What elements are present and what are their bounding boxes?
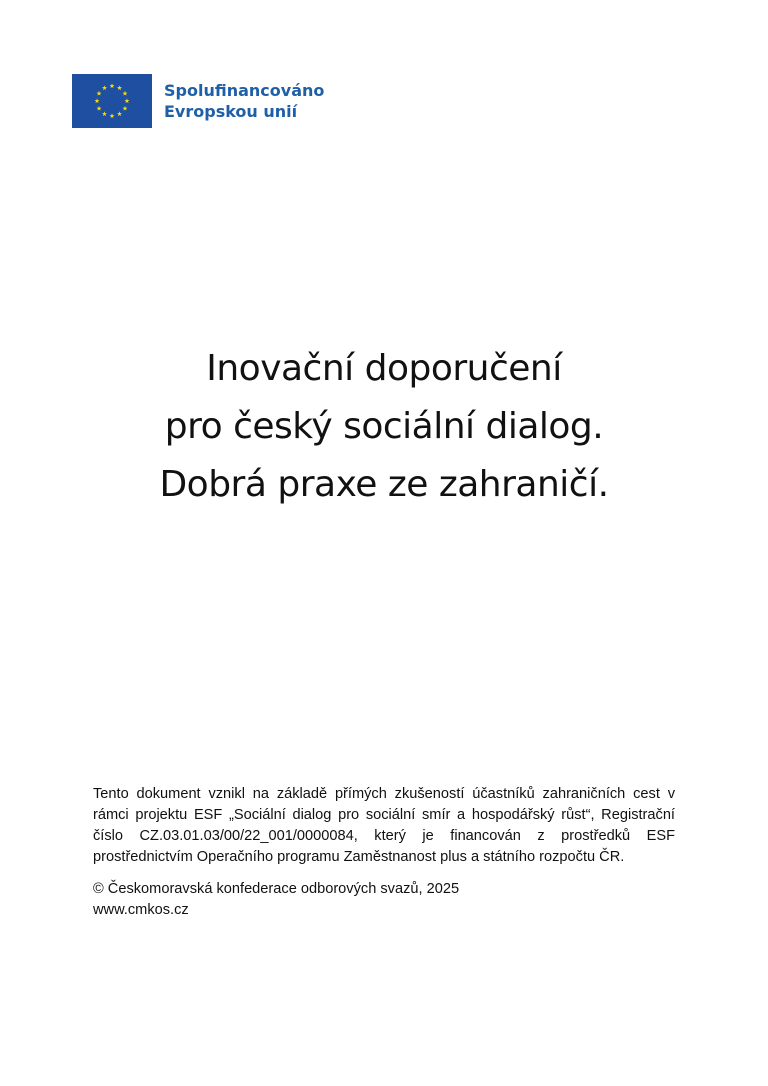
logo-text-line1: Spolufinancováno [164,81,325,100]
title-line1: Inovační doporučení [206,348,562,389]
title-line2: pro český sociální dialog. [164,406,604,447]
project-note: Tento dokument vznikl na základě přímých zkušeností účastníků zahraničních cest v rámci projektu ESF „Sociální dialog pro sociální smír a hospodářský růst“, Registrační číslo CZ.03.01.03/00/22_001/0000084, který je financován z prostředků ESF prostřednictvím Operačního programu Zaměstnanost plus a státního rozpočtu ČR. [93,786,675,865]
logo-text [164,80,324,122]
document-title [0,340,768,514]
footer [93,784,675,921]
logo-text-line2: Evropskou unií [164,102,298,121]
website-link[interactable]: www.cmkos.cz [93,902,189,918]
eu-cofinancing-logo [72,74,324,128]
title-line3: Dobrá praxe ze zahraničí. [159,464,609,505]
copyright: © Českomoravská konfederace odborových svazů, 2025 [93,881,460,897]
eu-flag-icon [72,74,152,128]
